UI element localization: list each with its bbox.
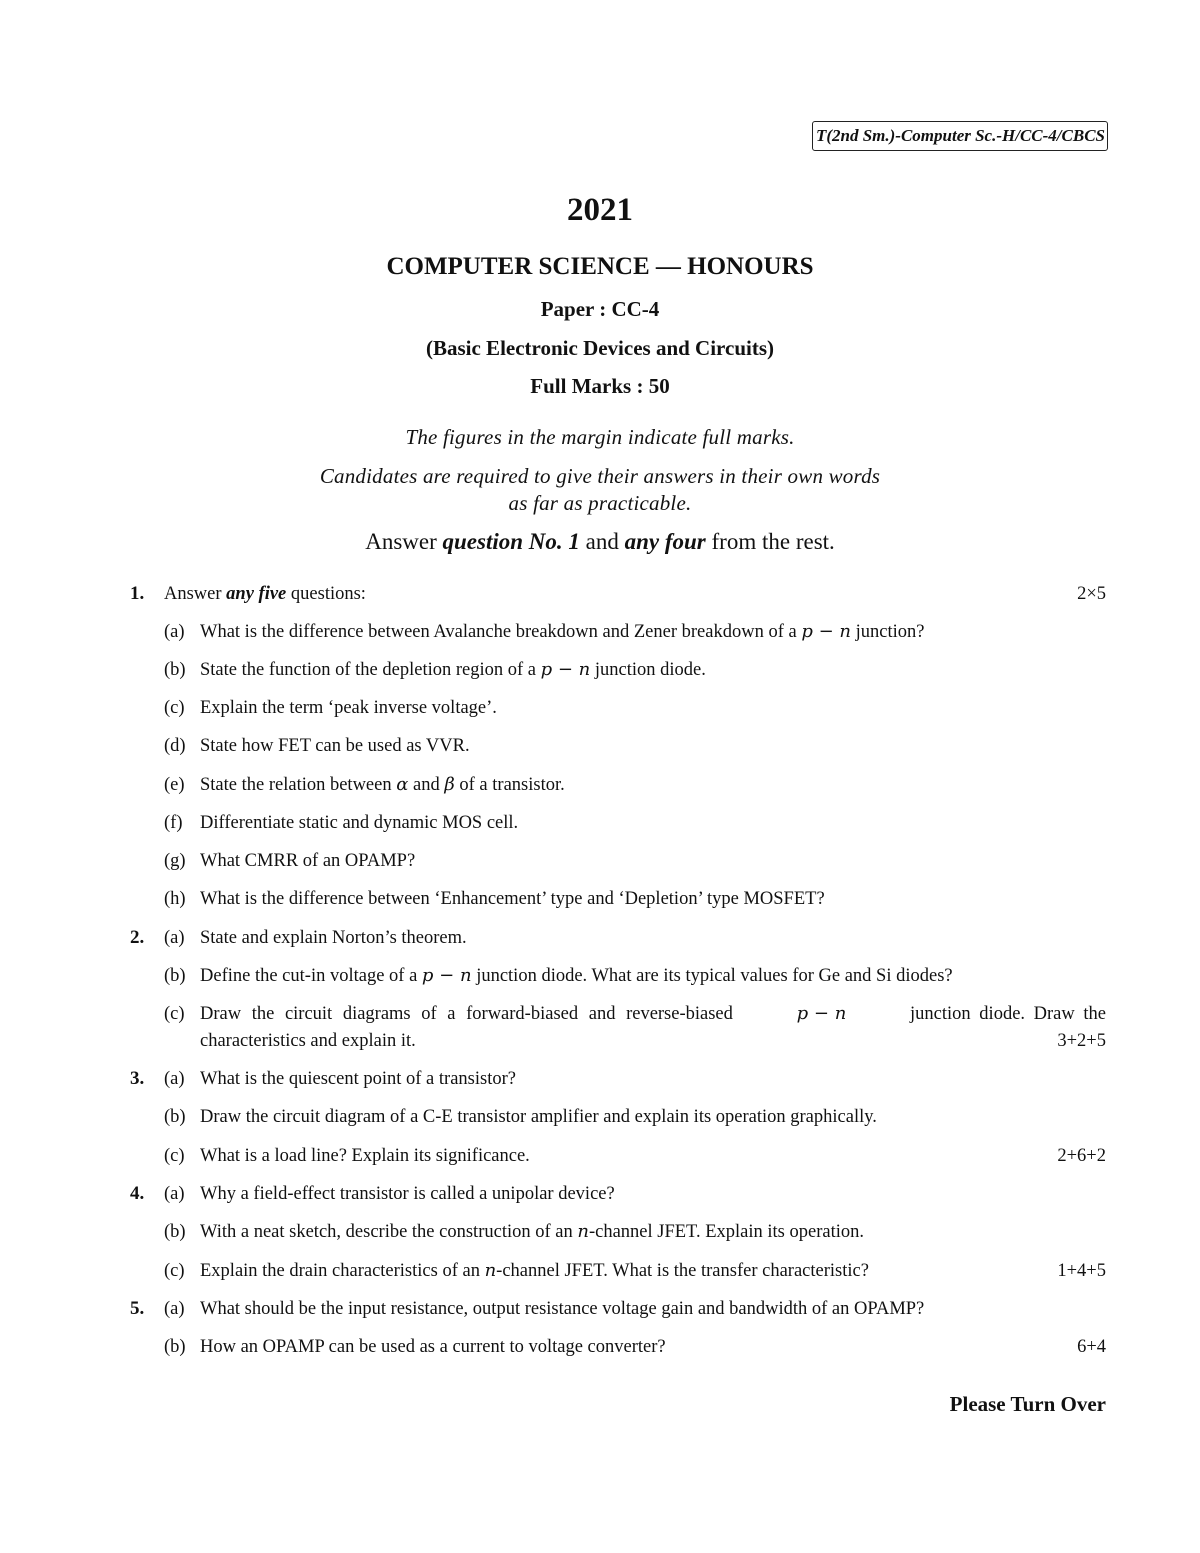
paper-number: Paper : CC-4	[540, 297, 660, 321]
sub-label: (b)	[164, 660, 186, 680]
sub-text-pre: Explain the drain characteristics of an	[200, 1261, 485, 1281]
sub-label: (e)	[164, 775, 185, 795]
sub-text: How an OPAMP can be used as a current to voltage converter?	[200, 1337, 666, 1357]
sub-label: (a)	[164, 622, 185, 642]
sub-label: (c)	[164, 1004, 185, 1024]
subject-title: COMPUTER SCIENCE — HONOURS	[386, 253, 814, 280]
question-intro	[164, 581, 366, 607]
question-marks: 6+4	[1077, 1337, 1106, 1357]
question-marks: 2×5	[1077, 584, 1106, 604]
sub-text: What is the difference between ‘Enhancement’ type and ‘Depletion’ type MOSFET?	[200, 889, 825, 909]
sub-text-post: -channel JFET. Explain its operation.	[588, 1222, 864, 1242]
sub-text: State how FET can be used as VVR.	[200, 736, 470, 756]
intro-emphasis: any five	[226, 584, 287, 604]
sub-label: (a)	[164, 1069, 185, 1089]
sub-text	[200, 963, 953, 989]
sub-text	[200, 1258, 869, 1284]
paper-code-box: T(2nd Sm.)-Computer Sc.-H/CC-4/CBCS	[812, 121, 1108, 151]
sub-label: (c)	[164, 1146, 185, 1166]
sub-text	[200, 657, 706, 683]
sub-text: What is a load line? Explain its significance.	[200, 1146, 530, 1166]
intro-post: questions:	[286, 584, 366, 604]
sub-text: What is the quiescent point of a transistor?	[200, 1069, 516, 1089]
question-number: 4.	[130, 1183, 145, 1204]
instruction-own-words: Candidates are required to give their answers in their own words	[319, 464, 881, 488]
math-expression: n	[484, 1260, 497, 1281]
instruction-marks: The figures in the margin indicate full marks.	[405, 425, 795, 449]
sub-text	[200, 1219, 864, 1245]
sub-text-post: junction diode. Draw the	[910, 1004, 1106, 1024]
sub-text-line2: characteristics and explain it.	[200, 1031, 416, 1051]
question-marks: 2+6+2	[1057, 1146, 1106, 1166]
sub-text-post: junction diode. What are its typical values for Ge and Si diodes?	[471, 966, 953, 986]
sub-label: (a)	[164, 1184, 185, 1204]
sub-label: (a)	[164, 928, 185, 948]
sub-label: (f)	[164, 813, 183, 833]
intro-pre: Answer	[164, 584, 227, 604]
sub-label: (b)	[164, 1337, 186, 1357]
question-number: 2.	[130, 927, 145, 948]
sub-text: Differentiate static and dynamic MOS cell.	[200, 813, 519, 833]
sub-text	[200, 1001, 1106, 1027]
please-turn-over: Please Turn Over	[949, 1392, 1106, 1416]
math-alpha: α	[396, 774, 409, 795]
sub-text-pre: Draw the circuit diagrams of a forward-biased and reverse-biased	[200, 1004, 733, 1024]
math-expression: p − n	[801, 621, 851, 642]
sub-text	[200, 772, 565, 798]
sub-text-post: junction?	[850, 622, 925, 642]
sub-text: State and explain Norton’s theorem.	[200, 928, 467, 948]
math-expression: p − n	[540, 659, 591, 680]
math-expression: p − n	[421, 965, 472, 986]
question-number: 3.	[130, 1068, 145, 1089]
answer-post: from the rest.	[705, 529, 835, 554]
sub-label: (b)	[164, 1222, 186, 1242]
sub-text-post: junction diode.	[590, 660, 706, 680]
sub-text: Explain the term ‘peak inverse voltage’.	[200, 698, 497, 718]
sub-text: Why a field-effect transistor is called a unipolar device?	[200, 1184, 615, 1204]
question-marks: 1+4+5	[1057, 1261, 1106, 1281]
full-marks: Full Marks : 50	[530, 374, 670, 398]
question-marks: 3+2+5	[1057, 1031, 1106, 1051]
exam-year: 2021	[567, 192, 633, 228]
sub-text	[200, 619, 924, 645]
sub-text-pre: State the relation between	[200, 775, 397, 795]
sub-text-mid: and	[408, 775, 445, 795]
sub-label: (c)	[164, 698, 185, 718]
sub-label: (g)	[164, 851, 186, 871]
sub-text-post: -channel JFET. What is the transfer characteristic?	[496, 1261, 869, 1281]
math-expression: p − n	[796, 1003, 847, 1024]
sub-text-pre: What is the difference between Avalanche breakdown and Zener breakdown of a	[200, 622, 802, 642]
answer-any: any four	[624, 529, 706, 554]
sub-label: (h)	[164, 889, 186, 909]
sub-text: Draw the circuit diagram of a C-E transistor amplifier and explain its operation graphically.	[200, 1107, 877, 1127]
sub-label: (b)	[164, 966, 186, 986]
sub-text: What should be the input resistance, output resistance voltage gain and bandwidth of an OPAMP?	[200, 1299, 925, 1319]
sub-text-pre: With a neat sketch, describe the construction of an	[200, 1222, 578, 1242]
answer-pre: Answer	[365, 529, 443, 554]
question-number: 5.	[130, 1298, 145, 1319]
sub-text-post: of a transistor.	[454, 775, 565, 795]
paper-title: (Basic Electronic Devices and Circuits)	[425, 336, 774, 360]
answer-q1: question No. 1	[442, 529, 580, 554]
question-number: 1.	[130, 583, 145, 604]
answer-mid: and	[579, 529, 625, 554]
instruction-practicable: as far as practicable.	[508, 491, 692, 515]
sub-text-pre: State the function of the depletion region of a	[200, 660, 541, 680]
sub-label: (a)	[164, 1299, 185, 1319]
sub-label: (b)	[164, 1107, 186, 1127]
answer-instruction	[0, 529, 1200, 555]
math-beta: β	[444, 774, 455, 795]
sub-text-pre: Define the cut-in voltage of a	[200, 966, 422, 986]
sub-text: What CMRR of an OPAMP?	[200, 851, 416, 871]
sub-label: (c)	[164, 1261, 185, 1281]
math-expression: n	[577, 1221, 589, 1242]
sub-label: (d)	[164, 736, 186, 756]
